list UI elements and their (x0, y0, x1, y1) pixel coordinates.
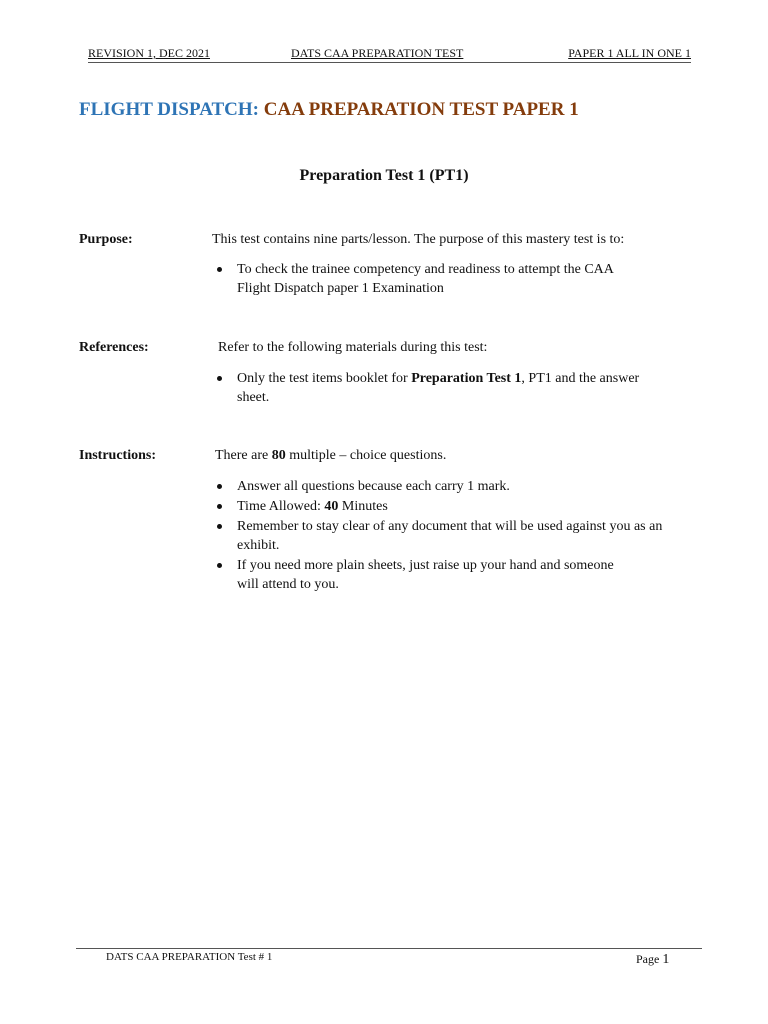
references-bullet-bold: Preparation Test 1 (411, 371, 522, 386)
footer-page-label: Page (636, 952, 660, 966)
page-subtitle: Preparation Test 1 (PT1) (299, 167, 469, 184)
purpose-bullet-line1: To check the trainee competency and readiness to attempt the CAA (237, 262, 614, 277)
instructions-bullet-2-pre: Time Allowed: (237, 499, 325, 514)
instructions-intro-post: multiple – choice questions. (285, 448, 447, 463)
title-caa-test: CAA PREPARATION TEST PAPER 1 (263, 99, 579, 120)
references-intro: Refer to the following materials during this test: (218, 340, 488, 355)
references-bullet-pre: Only the test items booklet for (237, 371, 412, 386)
list-item (214, 369, 704, 407)
purpose-bullet-line2: Flight Dispatch paper 1 Examination (237, 281, 444, 296)
footer-page-number: 1 (662, 952, 670, 967)
list-item (214, 477, 704, 496)
running-header (88, 46, 691, 63)
references-list (214, 369, 704, 408)
list-item (214, 556, 704, 594)
instructions-bullet-3: Remember to stay clear of any document that will be used against you as an exhibit. (237, 519, 663, 553)
header-paper: PAPER 1 ALL IN ONE 1 (568, 46, 691, 60)
instructions-time-value: 40 (324, 499, 339, 514)
list-item (214, 260, 704, 298)
references-bullet-post: , PT1 and the answer (521, 371, 640, 386)
instructions-bullet-1: Answer all questions because each carry 1 mark. (237, 479, 510, 494)
footer-page (636, 951, 669, 968)
instructions-intro-pre: There are (215, 448, 272, 463)
purpose-label: Purpose: (79, 232, 133, 247)
purpose-intro: This test contains nine parts/lesson. The purpose of this mastery test is to: (212, 232, 625, 247)
footer-test-name: DATS CAA PREPARATION Test # 1 (106, 951, 273, 963)
instructions-list (214, 477, 704, 595)
header-test-name: DATS CAA PREPARATION TEST (291, 46, 464, 60)
list-item (214, 517, 704, 555)
references-label: References: (79, 340, 149, 355)
footer-divider (76, 948, 702, 949)
instructions-label: Instructions: (79, 448, 157, 463)
page-title (79, 98, 579, 122)
instructions-bullet-2-post: Minutes (338, 499, 388, 514)
instructions-question-count: 80 (271, 448, 286, 463)
instructions-bullet-4-line1: If you need more plain sheets, just raise up your hand and someone (237, 558, 614, 573)
purpose-list (214, 260, 704, 299)
list-item (214, 497, 704, 516)
title-flight-dispatch: FLIGHT DISPATCH: (79, 99, 259, 120)
references-bullet-line2: sheet. (237, 390, 270, 405)
header-revision: REVISION 1, DEC 2021 (88, 46, 210, 60)
instructions-bullet-4-line2: will attend to you. (237, 577, 339, 592)
instructions-intro (215, 447, 446, 465)
